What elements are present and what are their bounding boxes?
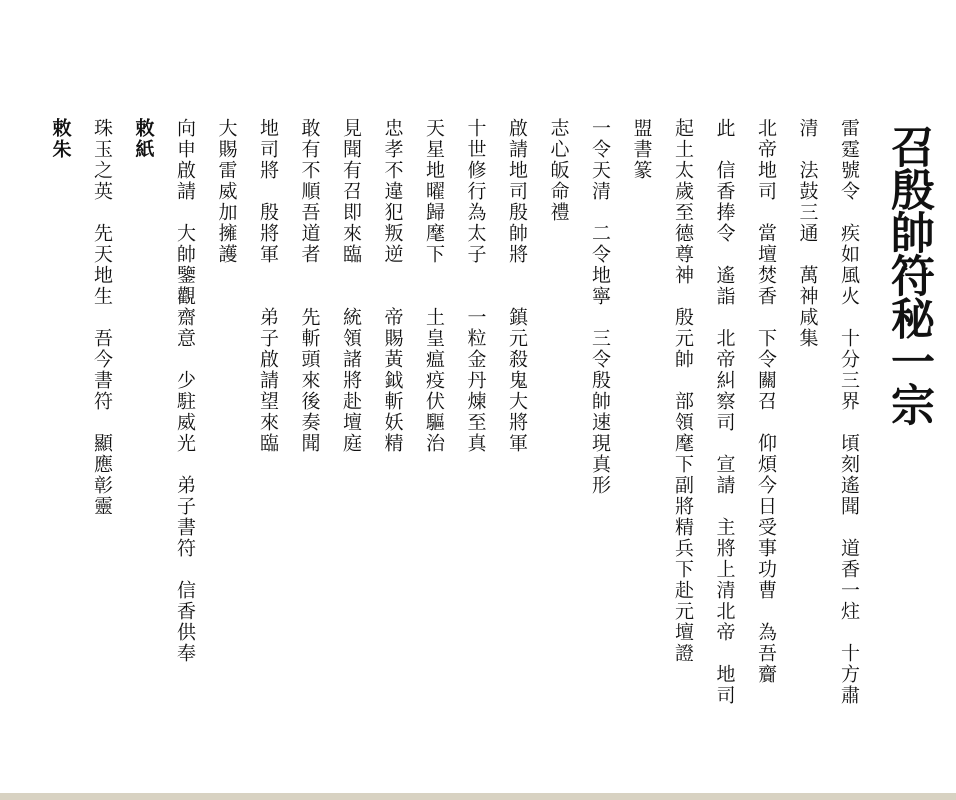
verse-column-5: 見聞有召即來臨 統領諸將赴壇庭 <box>340 118 362 454</box>
text-column-3: 北帝地司 當壇焚香 下令關召 仰煩今日受事功曹 為吾齎 <box>755 118 777 685</box>
verse-column-4: 忠孝不違犯叛逆 帝賜黃鉞斬妖精 <box>381 118 404 454</box>
verse-column-1: 啟請地司殷帥將 鎮元殺鬼大將軍 <box>506 118 528 454</box>
verse-column-7: 地司將 殷將軍 弟子啟請望來臨 <box>257 118 279 454</box>
verse-column-3: 天星地曜歸麾下 土皇瘟疫伏驅治 <box>423 118 445 454</box>
heading-chi-zhi: 敕紙 <box>132 118 155 160</box>
vertical-text-block <box>24 118 934 706</box>
text-column-4: 此 信香捧令 遙詣 北帝糾察司 宣請 主將上清北帝 地司 <box>713 118 736 706</box>
text-column-5: 起土太歲至德尊神 殷元帥 部領麾下副將精兵下赴元壇證 <box>672 118 694 664</box>
verse-column-8: 大賜雷威加擁護 <box>215 118 238 265</box>
text-column-17: 向申啟請 大帥鑒觀齋意 少駐威光 弟子書符 信香供奉 <box>174 118 196 664</box>
heading-chi-zhu: 敕朱 <box>49 118 72 160</box>
document-title: 召殷帥符秘一宗 <box>883 124 934 425</box>
text-column-6: 盟書篆 <box>630 118 653 181</box>
text-column-8: 志心皈命禮 <box>547 118 570 223</box>
text-column-19: 珠玉之英 先天地生 吾今書符 顯應彰靈 <box>91 118 113 517</box>
verse-column-6: 敢有不順吾道者 先斬頭來後奏聞 <box>298 118 321 454</box>
text-column-7: 一令天清 二令地寧 三令殷帥速現真形 <box>589 118 611 496</box>
verse-column-2: 十世修行為太子 一粒金丹煉至真 <box>464 118 487 454</box>
text-column-2: 清 法鼓三通 萬神咸集 <box>796 118 819 349</box>
text-column-1: 雷霆號令 疾如風火 十分三界 頃刻遙聞 道香一炷 十方肅 <box>838 118 860 706</box>
bottom-border-bar <box>0 793 956 800</box>
